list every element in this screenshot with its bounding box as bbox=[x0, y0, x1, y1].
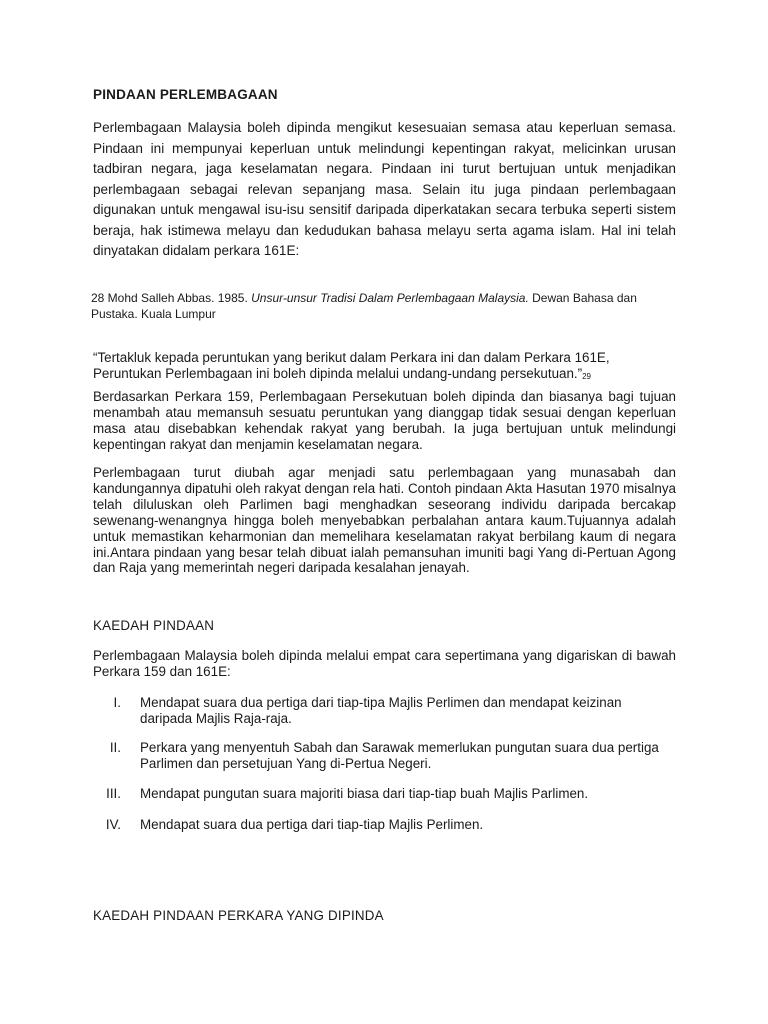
footnote-prefix: 28 Mohd Salleh Abbas. 1985. bbox=[91, 291, 252, 305]
quote-text: “Tertakluk kepada peruntukan yang berikut dalam Perkara ini dan dalam Perkara 161E, Peruntukan Perlembagaan ini boleh dipinda melalui undang-undang persekutuan.” bbox=[93, 350, 610, 382]
footnote bbox=[91, 290, 676, 322]
list-text: Mendapat suara dua pertiga dari tiap-tipa Majlis Perlimen dan mendapat keizinan daripada Majlis Raja-raja. bbox=[140, 695, 622, 726]
list-number: II. bbox=[109, 740, 121, 755]
section-intro: Perlembagaan Malaysia boleh dipinda melalui empat cara sepertimana yang digariskan di bawah Perkara 159 dan 161E: bbox=[93, 648, 676, 679]
footnote-title: Unsur-unsur Tradisi Dalam Perlembagaan Malaysia. bbox=[251, 291, 529, 305]
list-number: III. bbox=[106, 786, 121, 801]
footnote-suffix: Dewan Bahasa dan Pustaka. Kuala Lumpur bbox=[91, 291, 637, 321]
list-text: Mendapat pungutan suara majoriti biasa dari tiap-tiap buah Majlis Parlimen. bbox=[140, 786, 589, 801]
section-heading-kaedah-pindaan: KAEDAH PINDAAN bbox=[93, 618, 215, 633]
list-text: Perkara yang menyentuh Sabah dan Sarawak memerlukan pungutan suara dua pertiga Parlimen dan persetujuan Yang di-Pertua Negeri. bbox=[140, 740, 659, 771]
list-number: I. bbox=[113, 695, 121, 710]
quote-block bbox=[93, 350, 676, 386]
paragraph-perkara-159: Berdasarkan Perkara 159, Perlembagaan Persekutuan boleh dipinda dan biasanya bagi tujuan menambah atau memansuh sesuatu peruntukan yang dianggap tidak sesuai dengan keperluan masa atau disebabkan kehendak rakyat yang berubah. Ia juga bertujuan untuk melindungi kepentingan rakyat dan menjamin keselamatan negara. bbox=[93, 389, 676, 452]
list-number: IV. bbox=[105, 817, 121, 832]
paragraph-akta-hasutan: Perlembagaan turut diubah agar menjadi satu perlembagaan yang munasabah dan kandungannya dipatuhi oleh rakyat dengan rela hati. Contoh pindaan Akta Hasutan 1970 misalnya telah diluluskan oleh Parlimen bagi menghadkan seseorang individu daripada bercakap sewenang-wenangnya hingga boleh menyebabkan perbalahan antara kaum.Tujuannya adalah untuk memastikan keharmonian dan memelihara keselamatan rakyat berbilang kaum di negara ini.Antara pindaan yang besar telah dibuat ialah pemansuhan imuniti bagi Yang di-Pertuan Agong dan Raja yang memerintah negeri daripada kesalahan jenayah. bbox=[93, 465, 676, 576]
list-text: Mendapat suara dua pertiga dari tiap-tiap Majlis Perlimen. bbox=[140, 817, 484, 832]
page-title: PINDAAN PERLEMBAGAAN bbox=[93, 87, 278, 102]
section-heading-perkara-dipinda: KAEDAH PINDAAN PERKARA YANG DIPINDA bbox=[93, 908, 384, 923]
intro-paragraph: Perlembagaan Malaysia boleh dipinda mengikut kesesuaian semasa atau keperluan semasa. Pindaan ini mempunyai keperluan untuk melindungi kepentingan rakyat, melicinkan urusan tadbiran negara, jaga keselamatan negara. Pindaan ini turut bertujuan untuk menjadikan perlembagaan sebagai relevan sepanjang masa. Selain itu juga pindaan perlembagaan digunakan untuk mengawal isu-isu sensitif daripada diperkatakan secara terbuka seperti sistem beraja, hak istimewa melayu dan kedudukan bahasa melayu serta agama islam. Hal ini telah dinyatakan didalam perkara 161E: bbox=[93, 120, 676, 258]
quote-reference: 29 bbox=[582, 372, 592, 382]
